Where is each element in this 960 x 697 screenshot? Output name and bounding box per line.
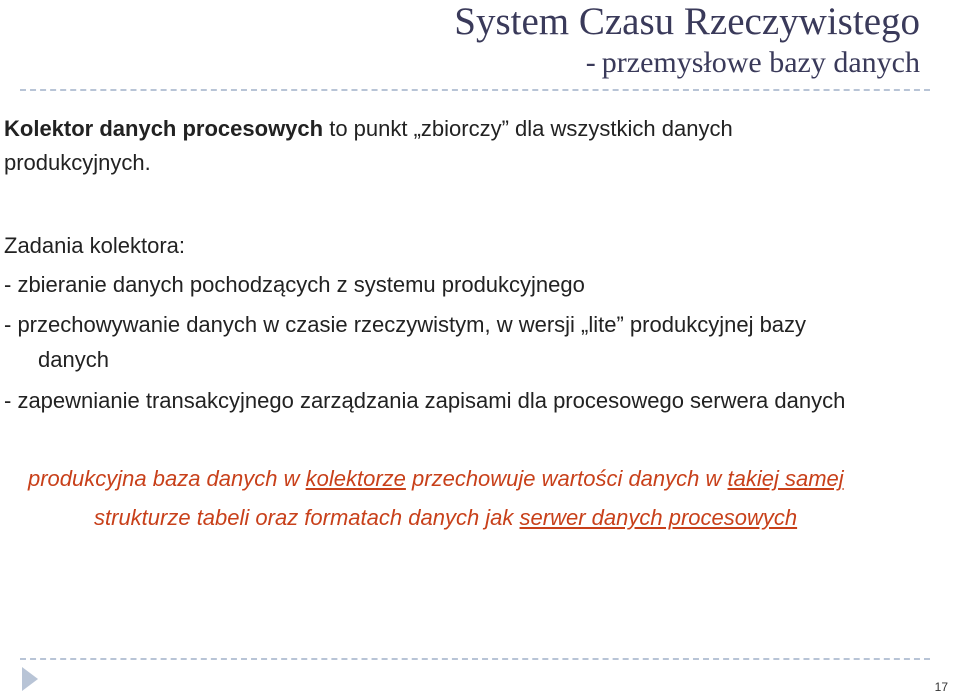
note-text: produkcyjna baza danych w [28,466,306,491]
task-item-continuation: danych [38,347,109,372]
note-text: strukturze tabeli oraz formatach danych jak [94,505,520,530]
subtitle-dash: - [585,46,596,79]
play-arrow-icon [22,667,38,691]
task-item: - zapewnianie transakcyjnego zarządzania zapisami dla procesowego serwera danych [4,388,846,413]
note-underlined-term: takiej samej [727,466,844,491]
intro-rest: to punkt „zbiorczy” dla wszystkich danych [323,116,733,141]
note-line-1 [28,462,844,496]
top-divider [20,89,930,91]
bottom-divider [20,658,930,660]
intro-bold-term: Kolektor danych procesowych [4,116,324,141]
note-underlined-term: serwer danych procesowych [519,505,798,530]
page-number: 17 [934,680,948,694]
intro-line-1 [4,112,733,146]
slide-subtitle [586,46,920,80]
task-item: - przechowywanie danych w czasie rzeczywistym, w wersji „lite” produkcyjnej bazy [4,312,807,337]
note-underlined-term: kolektorze [305,466,406,491]
slide-title: System Czasu Rzeczywistego [454,0,920,43]
intro-line-2: produkcyjnych. [4,150,151,175]
note-text: przechowuje wartości danych w [405,466,728,491]
task-item: - zbieranie danych pochodzących z systemu produkcyjnego [4,272,585,297]
note-line-2 [94,501,797,535]
subtitle-text: przemysłowe bazy danych [601,46,920,79]
tasks-heading: Zadania kolektora: [4,233,185,258]
